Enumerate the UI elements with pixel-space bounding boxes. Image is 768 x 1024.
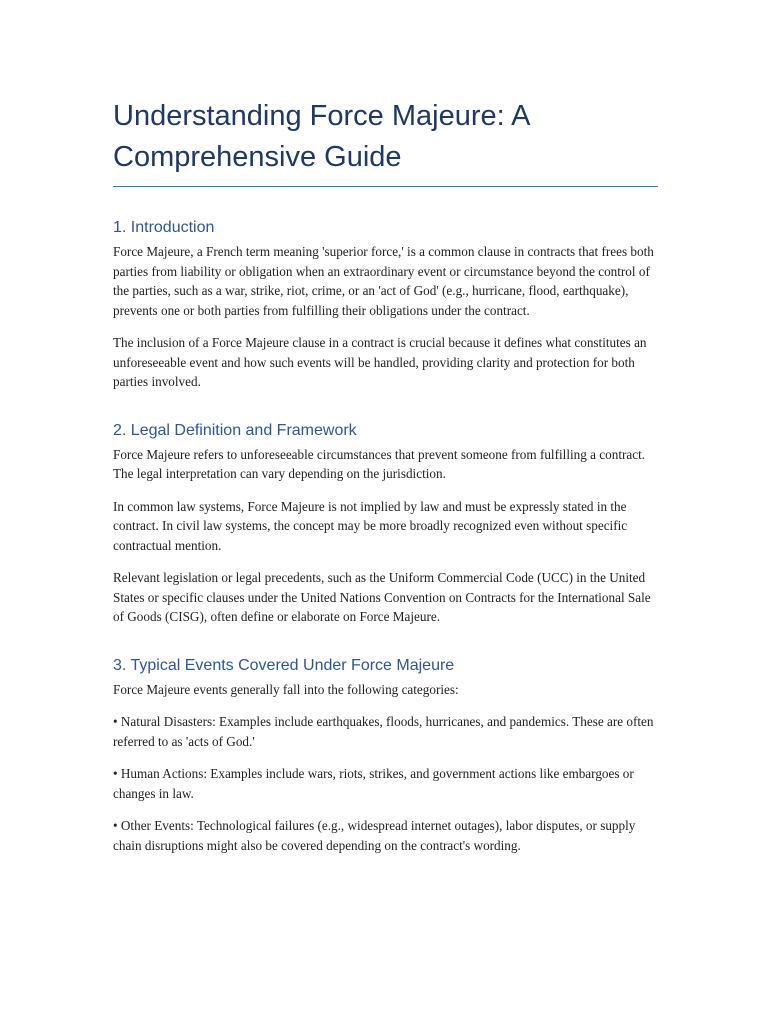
paragraph: Force Majeure refers to unforeseeable circumstances that prevent someone from fulfilling a contract. The legal interpretation can vary depending on the jurisdiction. xyxy=(113,446,646,481)
paragraph: Relevant legislation or legal precedents, such as the Uniform Commercial Code (UCC) in the United States or specific clauses under the United Nations Convention on Contracts for the International Sale of Goods (CISG), often define or elaborate on Force Majeure. xyxy=(113,570,651,624)
bullet-item-human-actions: • Human Actions: Examples include wars, riots, strikes, and government actions like embargoes or changes in law. xyxy=(113,766,634,801)
section-heading: 1. Introduction xyxy=(113,219,215,236)
section-typical-events xyxy=(113,656,658,856)
paragraph: Force Majeure, a French term meaning 'superior force,' is a common clause in contracts that frees both parties from liability or obligation when an extraordinary event or circumstance beyond the control of the parties, such as a war, strike, riot, crime, or an 'act of God' (e.g., hurricane, flood, earthquake), prevents one or both parties from fulfilling their obligations under the contract. xyxy=(113,244,654,318)
section-heading: 3. Typical Events Covered Under Force Majeure xyxy=(113,656,455,674)
bullet-item-natural-disasters: • Natural Disasters: Examples include earthquakes, floods, hurricanes, and pandemics. These are often referred to as 'acts of God.' xyxy=(113,714,654,749)
section-heading: 2. Legal Definition and Framework xyxy=(113,421,357,439)
section-legal-definition xyxy=(113,421,658,627)
paragraph: In common law systems, Force Majeure is not implied by law and must be expressly stated in the contract. In civil law systems, the concept may be more broadly recognized even without specific contractual mention. xyxy=(113,498,628,553)
document-page xyxy=(113,96,658,855)
section-introduction xyxy=(113,218,658,392)
paragraph: Force Majeure events generally fall into the following categories: xyxy=(113,681,459,697)
paragraph: The inclusion of a Force Majeure clause in a contract is crucial because it defines what constitutes an unforeseeable event and how such events will be handled, providing clarity and protection for both parties involved. xyxy=(113,335,647,389)
bullet-item-other-events: • Other Events: Technological failures (e.g., widespread internet outages), labor disputes, or supply chain disruptions might also be covered depending on the contract's wording. xyxy=(113,818,636,853)
document-title: Understanding Force Majeure: A Comprehensive Guide xyxy=(113,96,658,187)
